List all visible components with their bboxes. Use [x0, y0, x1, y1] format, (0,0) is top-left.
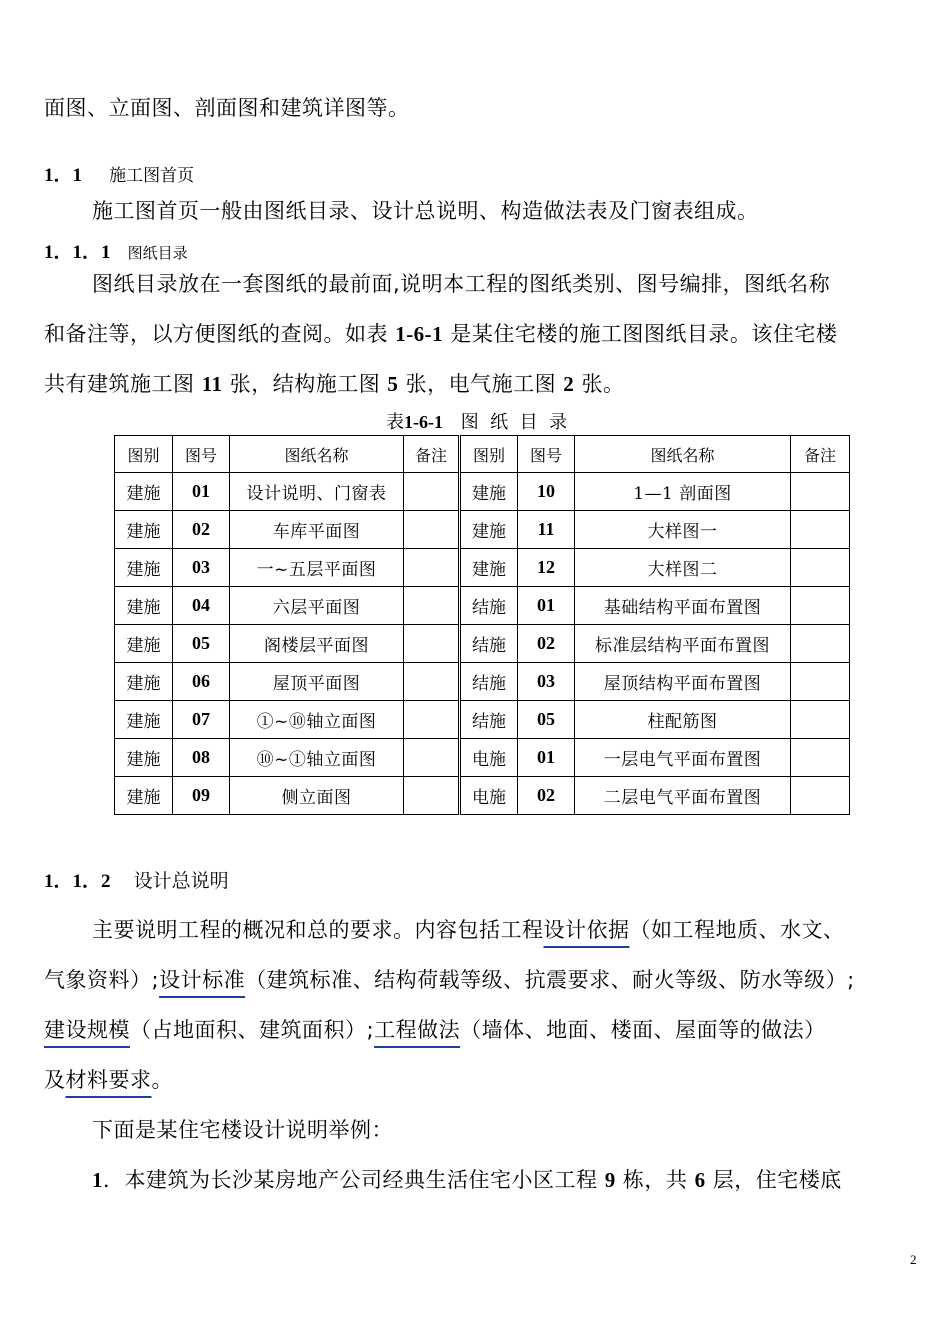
page-number: 2	[910, 1252, 917, 1267]
example-intro: 下面是某住宅楼设计说明举例：	[92, 1118, 393, 1142]
intro-line: 面图、立面图、剖面图和建筑详图等。	[44, 96, 410, 120]
name-cell: 侧立面图	[230, 777, 404, 815]
directory-para-line-3	[44, 368, 624, 398]
name-cell: ⑩~①轴立面图	[230, 739, 404, 777]
text-segment: 主要说明工程的概况和总的要求。内容包括工程	[92, 918, 544, 942]
name-cell: 一~五层平面图	[230, 549, 404, 587]
underlined-term: 工程做法	[374, 1018, 461, 1042]
table-row	[115, 739, 850, 777]
remark-cell	[791, 663, 850, 701]
remark-cell	[404, 587, 460, 625]
remark-cell	[404, 777, 460, 815]
number-cell: 10	[518, 473, 575, 511]
table-row	[115, 625, 850, 663]
number: 9	[604, 1168, 616, 1192]
category-cell: 结施	[460, 587, 518, 625]
text-segment: 张。	[581, 372, 625, 396]
caption-title: 图 纸 目 录	[460, 412, 568, 433]
header-cell: 图纸名称	[575, 436, 791, 473]
remark-cell	[404, 701, 460, 739]
header-cell: 备注	[791, 436, 850, 473]
design-para-line-1	[92, 914, 845, 944]
underlined-term: 设计依据	[543, 918, 630, 942]
text-segment: （占地面积、建筑面积）;	[130, 1018, 375, 1042]
caption-prefix: 表	[386, 412, 404, 433]
category-cell: 建施	[115, 511, 173, 549]
text-segment: 及	[44, 1068, 66, 1092]
category-cell: 建施	[460, 473, 518, 511]
text-segment: （建筑标准、结构荷载等级、抗震要求、耐火等级、防水等级）;	[245, 968, 855, 992]
table-body	[115, 436, 850, 815]
name-cell: 二层电气平面布置图	[575, 777, 791, 815]
category-cell: 建施	[460, 549, 518, 587]
table-row	[115, 473, 850, 511]
name-cell: 基础结构平面布置图	[575, 587, 791, 625]
remark-cell	[404, 511, 460, 549]
category-cell: 结施	[460, 701, 518, 739]
text-segment: 栋，共	[622, 1168, 688, 1192]
category-cell: 建施	[115, 739, 173, 777]
table-row	[115, 511, 850, 549]
category-cell: 建施	[115, 587, 173, 625]
header-cell: 图别	[460, 436, 518, 473]
number-cell: 02	[518, 625, 575, 663]
text-segment: 层，住宅楼底	[712, 1168, 842, 1192]
name-cell: 标准层结构平面布置图	[575, 625, 791, 663]
table-row	[115, 663, 850, 701]
name-cell: 大样图一	[575, 511, 791, 549]
remark-cell	[404, 549, 460, 587]
table-row	[115, 549, 850, 587]
name-cell: 1—1 剖面图	[575, 473, 791, 511]
category-cell: 建施	[115, 701, 173, 739]
category-cell: 建施	[115, 549, 173, 587]
remark-cell	[404, 625, 460, 663]
text-segment: 。	[151, 1068, 173, 1092]
number-cell: 12	[518, 549, 575, 587]
remark-cell	[791, 473, 850, 511]
category-cell: 建施	[115, 473, 173, 511]
text-segment: 气象资料）;	[44, 968, 160, 992]
name-cell: 屋顶平面图	[230, 663, 404, 701]
number-cell: 04	[173, 587, 230, 625]
caption-ref: 1-6-1	[404, 412, 443, 432]
number-cell: 02	[518, 777, 575, 815]
name-cell: 设计说明、门窗表	[230, 473, 404, 511]
text-segment: （墙体、地面、楼面、屋面等的做法）	[460, 1018, 826, 1042]
remark-cell	[791, 777, 850, 815]
section-heading-1-1	[44, 160, 194, 187]
remark-cell	[791, 701, 850, 739]
number-cell: 06	[173, 663, 230, 701]
design-para-line-4	[44, 1064, 173, 1094]
name-cell: 屋顶结构平面布置图	[575, 663, 791, 701]
design-para-line-3	[44, 1014, 826, 1044]
section-1-1-body: 施工图首页一般由图纸目录、设计总说明、构造做法表及门窗表组成。	[92, 199, 759, 223]
table-header-row	[115, 436, 850, 473]
name-cell: 阁楼层平面图	[230, 625, 404, 663]
number-cell: 02	[173, 511, 230, 549]
header-cell: 图纸名称	[230, 436, 404, 473]
underlined-term: 设计标准	[159, 968, 246, 992]
number-cell: 09	[173, 777, 230, 815]
table-reference: 1-6-1	[395, 322, 444, 346]
underlined-term: 材料要求	[65, 1068, 152, 1092]
category-cell: 建施	[115, 663, 173, 701]
header-cell: 图别	[115, 436, 173, 473]
remark-cell	[404, 739, 460, 777]
section-title: 设计总说明	[133, 870, 229, 892]
text-segment: 和备注等，以方便图纸的查阅。如表	[44, 322, 388, 346]
number-cell: 07	[173, 701, 230, 739]
item-1	[92, 1164, 842, 1194]
category-cell: 建施	[115, 777, 173, 815]
section-number: 1．1．2	[44, 871, 111, 892]
number-cell: 03	[518, 663, 575, 701]
header-cell: 图号	[518, 436, 575, 473]
section-heading-1-1-2	[44, 866, 229, 893]
text-segment: 共有建筑施工图	[44, 372, 195, 396]
category-cell: 建施	[460, 511, 518, 549]
remark-cell	[404, 663, 460, 701]
section-title: 图纸目录	[127, 244, 188, 262]
number-cell: 05	[173, 625, 230, 663]
section-number: 1．1．1	[44, 242, 111, 263]
header-cell: 图号	[173, 436, 230, 473]
category-cell: 结施	[460, 625, 518, 663]
category-cell: 建施	[115, 625, 173, 663]
number: 11	[201, 372, 223, 396]
section-heading-1-1-1	[44, 237, 188, 264]
drawing-directory-table	[114, 435, 850, 815]
remark-cell	[791, 739, 850, 777]
directory-para-line-1: 图纸目录放在一套图纸的最前面,说明本工程的图纸类别、图号编排，图纸名称	[92, 272, 831, 296]
directory-para-line-2	[44, 318, 837, 348]
table-row	[115, 701, 850, 739]
section-number: 1．1	[44, 165, 83, 186]
text-segment: （如工程地质、水文、	[629, 918, 845, 942]
number-cell: 01	[518, 739, 575, 777]
underlined-term: 建设规模	[44, 1018, 130, 1042]
number: 5	[387, 372, 399, 396]
text-segment: 是某住宅楼的施工图图纸目录。该住宅楼	[450, 322, 838, 346]
remark-cell	[791, 549, 850, 587]
text-segment: ．本建筑为长沙某房地产公司经典生活住宅小区工程	[103, 1168, 598, 1192]
number-cell: 05	[518, 701, 575, 739]
number-cell: 11	[518, 511, 575, 549]
remark-cell	[791, 625, 850, 663]
name-cell: ①~⑩轴立面图	[230, 701, 404, 739]
number-cell: 08	[173, 739, 230, 777]
number: 2	[563, 372, 575, 396]
category-cell: 结施	[460, 663, 518, 701]
name-cell: 车库平面图	[230, 511, 404, 549]
number-cell: 01	[173, 473, 230, 511]
header-cell: 备注	[404, 436, 460, 473]
design-para-line-2	[44, 964, 855, 994]
table-row	[115, 777, 850, 815]
number-cell: 01	[518, 587, 575, 625]
remark-cell	[791, 511, 850, 549]
section-title: 施工图首页	[109, 166, 195, 186]
category-cell: 电施	[460, 739, 518, 777]
name-cell: 六层平面图	[230, 587, 404, 625]
number-cell: 03	[173, 549, 230, 587]
remark-cell	[404, 473, 460, 511]
category-cell: 电施	[460, 777, 518, 815]
number: 6	[694, 1168, 706, 1192]
table-row	[115, 587, 850, 625]
name-cell: 一层电气平面布置图	[575, 739, 791, 777]
text-segment: 张，电气施工图	[405, 372, 557, 396]
remark-cell	[791, 587, 850, 625]
item-number: 1	[92, 1168, 103, 1192]
name-cell: 大样图二	[575, 549, 791, 587]
text-segment: 张，结构施工图	[229, 372, 381, 396]
table-caption	[386, 408, 567, 434]
name-cell: 柱配筋图	[575, 701, 791, 739]
